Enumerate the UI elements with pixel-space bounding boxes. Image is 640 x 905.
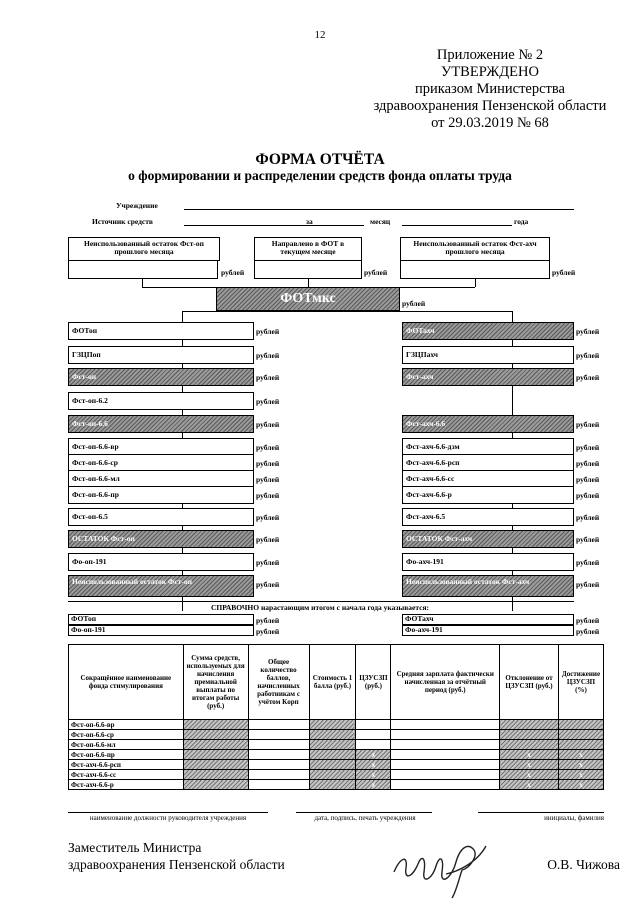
table-cell[interactable] bbox=[183, 730, 248, 740]
row-label: Фст-ахч-6.6-р bbox=[69, 780, 184, 790]
unit-label: рублей bbox=[576, 351, 600, 360]
table-cell[interactable] bbox=[248, 770, 309, 780]
right-row-label: ОСТАТОК Фст-ахч bbox=[406, 534, 473, 543]
connector bbox=[182, 311, 512, 312]
unit-label: рублей bbox=[576, 373, 600, 382]
approval-line: здравоохранения Пензенской области bbox=[373, 98, 607, 114]
unit-label: рублей bbox=[576, 627, 600, 636]
signer-position-line: Заместитель Министра bbox=[68, 840, 202, 855]
source-label: Источник средств bbox=[92, 217, 153, 226]
table-cell[interactable] bbox=[248, 750, 309, 760]
table-row bbox=[69, 770, 604, 780]
left-row-box[interactable] bbox=[68, 575, 254, 597]
na-cell[interactable]: x bbox=[558, 780, 603, 790]
table-cell[interactable] bbox=[248, 740, 309, 750]
unused-balance-ahch-value[interactable] bbox=[400, 260, 550, 279]
table-cell[interactable] bbox=[391, 770, 500, 780]
table-cell[interactable] bbox=[558, 720, 603, 730]
unit-label: рублей bbox=[256, 558, 280, 567]
institution-field[interactable] bbox=[184, 209, 574, 210]
ref-right-row: Фо-ахч-191 bbox=[402, 625, 574, 636]
table-cell[interactable] bbox=[248, 760, 309, 770]
table-cell[interactable] bbox=[309, 780, 356, 790]
right-row-label: Фст-ахч-6.6-р bbox=[406, 490, 452, 499]
unused-balance-op-box: Неиспользованный остаток Фст-оп прошлого месяца bbox=[68, 237, 220, 261]
unit-label: рублей bbox=[256, 475, 280, 484]
unit-label: рублей bbox=[256, 580, 280, 589]
table-cell[interactable] bbox=[248, 730, 309, 740]
right-row-label: Фст-ахч-6.6-сс bbox=[406, 474, 455, 483]
table-cell[interactable] bbox=[558, 730, 603, 740]
unit-label: рублей bbox=[576, 491, 600, 500]
table-cell[interactable] bbox=[309, 730, 356, 740]
row-label: Фст-ахч-6.6-рсп bbox=[69, 760, 184, 770]
left-row-label: ГЗЦПоп bbox=[72, 350, 101, 359]
table-cell[interactable] bbox=[356, 730, 391, 740]
page-number: 12 bbox=[314, 29, 326, 41]
unit-label: рублей bbox=[576, 327, 600, 336]
unit-label: рублей bbox=[576, 443, 600, 452]
left-row-label: Фст-оп-6.6-мл bbox=[72, 474, 120, 483]
right-row-label: Фст-ахч-6.5 bbox=[406, 512, 446, 521]
table-cell[interactable] bbox=[309, 750, 356, 760]
row-label: Фст-ахч-6.6-сс bbox=[69, 770, 184, 780]
unit-label: рублей bbox=[256, 443, 280, 452]
right-row-box[interactable] bbox=[402, 575, 574, 597]
form-title: ФОРМА ОТЧЁТА bbox=[255, 151, 385, 168]
row-label: Фст-оп-6.6-вр bbox=[69, 720, 184, 730]
source-field[interactable] bbox=[184, 225, 364, 226]
unit-label: рублей bbox=[221, 268, 245, 277]
na-cell[interactable]: x bbox=[558, 770, 603, 780]
col-header: Стоимость 1 балла (руб.) bbox=[309, 645, 356, 720]
left-row-label: Фст-оп-6.6 bbox=[72, 419, 108, 428]
fot-total-label: ФОТмкс bbox=[280, 291, 336, 306]
connector bbox=[142, 279, 143, 287]
table-cell[interactable] bbox=[309, 770, 356, 780]
table-cell[interactable] bbox=[183, 770, 248, 780]
unit-label: рублей bbox=[576, 459, 600, 468]
na-cell[interactable]: x bbox=[356, 760, 391, 770]
unit-label: рублей bbox=[576, 475, 600, 484]
table-cell[interactable] bbox=[500, 730, 559, 740]
table-cell[interactable] bbox=[391, 730, 500, 740]
left-row-box[interactable] bbox=[68, 415, 254, 433]
year-label: года bbox=[514, 217, 529, 226]
ref-left-row: Фо-оп-191 bbox=[68, 625, 254, 636]
left-row-box[interactable] bbox=[68, 322, 254, 340]
right-row-box[interactable] bbox=[402, 530, 574, 548]
table-cell[interactable] bbox=[500, 720, 559, 730]
left-row-box[interactable] bbox=[68, 486, 254, 504]
right-row-box[interactable] bbox=[402, 486, 574, 504]
na-cell[interactable]: x bbox=[558, 760, 603, 770]
connector bbox=[475, 279, 476, 287]
unit-label: рублей bbox=[256, 616, 280, 625]
unit-label: рублей bbox=[256, 535, 280, 544]
month-label: месяц bbox=[370, 217, 391, 226]
left-row-label: Фо-оп-191 bbox=[72, 557, 107, 566]
sig-label: наименование должности руководителя учреждения bbox=[89, 814, 247, 822]
na-cell[interactable]: x bbox=[500, 770, 559, 780]
na-cell[interactable]: x bbox=[558, 750, 603, 760]
unit-label: рублей bbox=[256, 397, 280, 406]
table-cell[interactable] bbox=[356, 720, 391, 730]
signer-name: О.В. Чижова bbox=[547, 857, 620, 872]
right-row-label: Фст-ахч-6.6 bbox=[406, 419, 446, 428]
na-cell[interactable]: x bbox=[356, 780, 391, 790]
divider bbox=[68, 601, 574, 602]
left-row-label: ОСТАТОК Фст-оп bbox=[72, 534, 135, 543]
left-row-label: ФОТоп bbox=[72, 326, 98, 335]
right-row-box[interactable] bbox=[402, 322, 574, 340]
right-row-box[interactable] bbox=[402, 415, 574, 433]
sig-label: инициалы, фамилия bbox=[544, 814, 604, 822]
na-cell[interactable]: x bbox=[500, 760, 559, 770]
table-row bbox=[69, 780, 604, 790]
approval-block bbox=[370, 47, 610, 132]
left-row-box[interactable] bbox=[68, 368, 254, 386]
ref-left-row: ФОТоп bbox=[68, 614, 254, 625]
table-cell[interactable] bbox=[356, 740, 391, 750]
month-field[interactable] bbox=[402, 225, 512, 226]
table-cell[interactable] bbox=[183, 740, 248, 750]
unit-label: рублей bbox=[256, 491, 280, 500]
row-label: Фст-оп-6.6-ср bbox=[69, 730, 184, 740]
unit-label: рублей bbox=[256, 351, 280, 360]
signature-line bbox=[296, 812, 432, 813]
sent-to-fot-value[interactable] bbox=[254, 260, 362, 279]
unused-balance-op-value[interactable] bbox=[68, 260, 218, 279]
right-row-box[interactable] bbox=[402, 553, 574, 571]
unit-label: рублей bbox=[256, 627, 280, 636]
table-cell[interactable] bbox=[183, 750, 248, 760]
unit-label: рублей bbox=[256, 420, 280, 429]
unit-label: рублей bbox=[552, 268, 576, 277]
table-cell[interactable] bbox=[183, 780, 248, 790]
right-row-label: ФОТахч bbox=[406, 326, 435, 335]
reference-label: СПРАВОЧНО нарастающим итогом с начала года указывается: bbox=[210, 603, 430, 612]
unit-label: рублей bbox=[364, 268, 388, 277]
left-row-box[interactable] bbox=[68, 346, 254, 364]
na-cell[interactable]: x bbox=[356, 770, 391, 780]
unit-label: рублей bbox=[576, 580, 600, 589]
table-row bbox=[69, 760, 604, 770]
approval-line: от 29.03.2019 № 68 bbox=[431, 115, 549, 131]
table-cell[interactable] bbox=[391, 740, 500, 750]
table-cell[interactable] bbox=[183, 720, 248, 730]
row-label: Фст-оп-6.6-пр bbox=[69, 750, 184, 760]
left-row-box[interactable] bbox=[68, 530, 254, 548]
table-row bbox=[69, 730, 604, 740]
handwritten-signature bbox=[386, 828, 496, 900]
sent-to-fot-box: Направлено в ФОТ в текущем месяце bbox=[254, 237, 362, 261]
row-label: Фст-оп-6.6-мл bbox=[69, 740, 184, 750]
table-cell[interactable] bbox=[558, 740, 603, 750]
approval-line: УТВЕРЖДЕНО bbox=[441, 64, 539, 80]
col-header: Средняя зарплата фактически начисленная за отчётный период (руб.) bbox=[391, 645, 500, 720]
table-row bbox=[69, 740, 604, 750]
unit-label: рублей bbox=[576, 616, 600, 625]
unit-label: рублей bbox=[576, 535, 600, 544]
right-row-label: Фо-ахч-191 bbox=[406, 557, 444, 566]
signer-position-line: здравоохранения Пензенской области bbox=[68, 857, 285, 872]
for-label: за bbox=[306, 217, 313, 226]
table-row bbox=[69, 720, 604, 730]
left-row-label: Неиспользованный остаток Фст-оп bbox=[72, 577, 192, 586]
unit-label: рублей bbox=[256, 513, 280, 522]
right-row-box[interactable] bbox=[402, 508, 574, 526]
table-cell[interactable] bbox=[309, 760, 356, 770]
unit-label: рублей bbox=[256, 373, 280, 382]
incentive-table bbox=[68, 644, 604, 790]
ref-right-row: ФОТахч bbox=[402, 614, 574, 625]
signer-position bbox=[68, 839, 285, 873]
sig-label: дата, подпись, печать учреждения bbox=[314, 814, 416, 822]
left-row-box[interactable] bbox=[68, 508, 254, 526]
unit-label: рублей bbox=[576, 420, 600, 429]
table-cell[interactable] bbox=[391, 760, 500, 770]
unit-label: рублей bbox=[576, 558, 600, 567]
col-header: ЦЗУСЗП (руб.) bbox=[356, 645, 391, 720]
table-cell[interactable] bbox=[248, 720, 309, 730]
left-row-label: Фст-оп-6.6-вр bbox=[72, 442, 119, 451]
right-row-label: Фст-ахч-6.6-рсп bbox=[406, 458, 460, 467]
table-cell[interactable] bbox=[391, 780, 500, 790]
left-row-label: Фст-оп-6.6-пр bbox=[72, 490, 119, 499]
right-row-label: ГЗЦПахч bbox=[406, 350, 438, 359]
na-cell[interactable]: x bbox=[356, 750, 391, 760]
right-row-box[interactable] bbox=[402, 346, 574, 364]
left-row-label: Фст-оп-6.6-ср bbox=[72, 458, 118, 467]
unused-balance-ahch-box: Неиспользованный остаток Фст-ахч прошлого месяца bbox=[400, 237, 550, 261]
table-cell[interactable] bbox=[391, 720, 500, 730]
approval-line: Приложение № 2 bbox=[436, 47, 544, 63]
fot-total-box bbox=[216, 287, 400, 311]
table-cell[interactable] bbox=[309, 740, 356, 750]
signature-line bbox=[68, 812, 268, 813]
col-header: Сокращённое наименование фонда стимулирования bbox=[69, 645, 184, 720]
right-row-label: Фст-ахч bbox=[406, 372, 434, 381]
left-row-label: Фст-оп bbox=[72, 372, 97, 381]
col-header: Достижение ЦЗУСЗП (%) bbox=[558, 645, 603, 720]
unit-label: рублей bbox=[256, 459, 280, 468]
left-row-box[interactable] bbox=[68, 553, 254, 571]
right-row-box[interactable] bbox=[402, 368, 574, 386]
institution-label: Учреждение bbox=[116, 201, 158, 210]
left-row-label: Фст-оп-6.2 bbox=[72, 396, 108, 405]
right-row-label: Фст-ахч-6.6-дзм bbox=[406, 442, 460, 451]
na-cell[interactable]: x bbox=[500, 780, 559, 790]
approval-line: приказом Министерства bbox=[415, 81, 565, 97]
form-subtitle: о формировании и распределении средств фонда оплаты труда bbox=[128, 168, 512, 183]
right-row-label: Неиспользованный остаток Фст-ахч bbox=[406, 577, 530, 586]
table-cell[interactable] bbox=[183, 760, 248, 770]
left-row-label: Фст-оп-6.5 bbox=[72, 512, 108, 521]
table-cell[interactable] bbox=[391, 750, 500, 760]
unit-label: рублей bbox=[402, 299, 426, 308]
col-header: Отклонение от ЦЗУСЗП (руб.) bbox=[500, 645, 559, 720]
connector bbox=[308, 279, 309, 287]
table-cell[interactable] bbox=[248, 780, 309, 790]
table-cell[interactable] bbox=[309, 720, 356, 730]
col-header: Общее количество баллов, начисленных работникам с учётом Кopп bbox=[248, 645, 309, 720]
left-row-box[interactable] bbox=[68, 392, 254, 410]
signature-line bbox=[478, 812, 604, 813]
na-cell[interactable]: x bbox=[500, 750, 559, 760]
table-cell[interactable] bbox=[500, 740, 559, 750]
unit-label: рублей bbox=[256, 327, 280, 336]
table-row bbox=[69, 750, 604, 760]
unit-label: рублей bbox=[576, 513, 600, 522]
col-header: Сумма средств, используемых для начисления премиальной выплаты по итогам работы (руб.) bbox=[183, 645, 248, 720]
